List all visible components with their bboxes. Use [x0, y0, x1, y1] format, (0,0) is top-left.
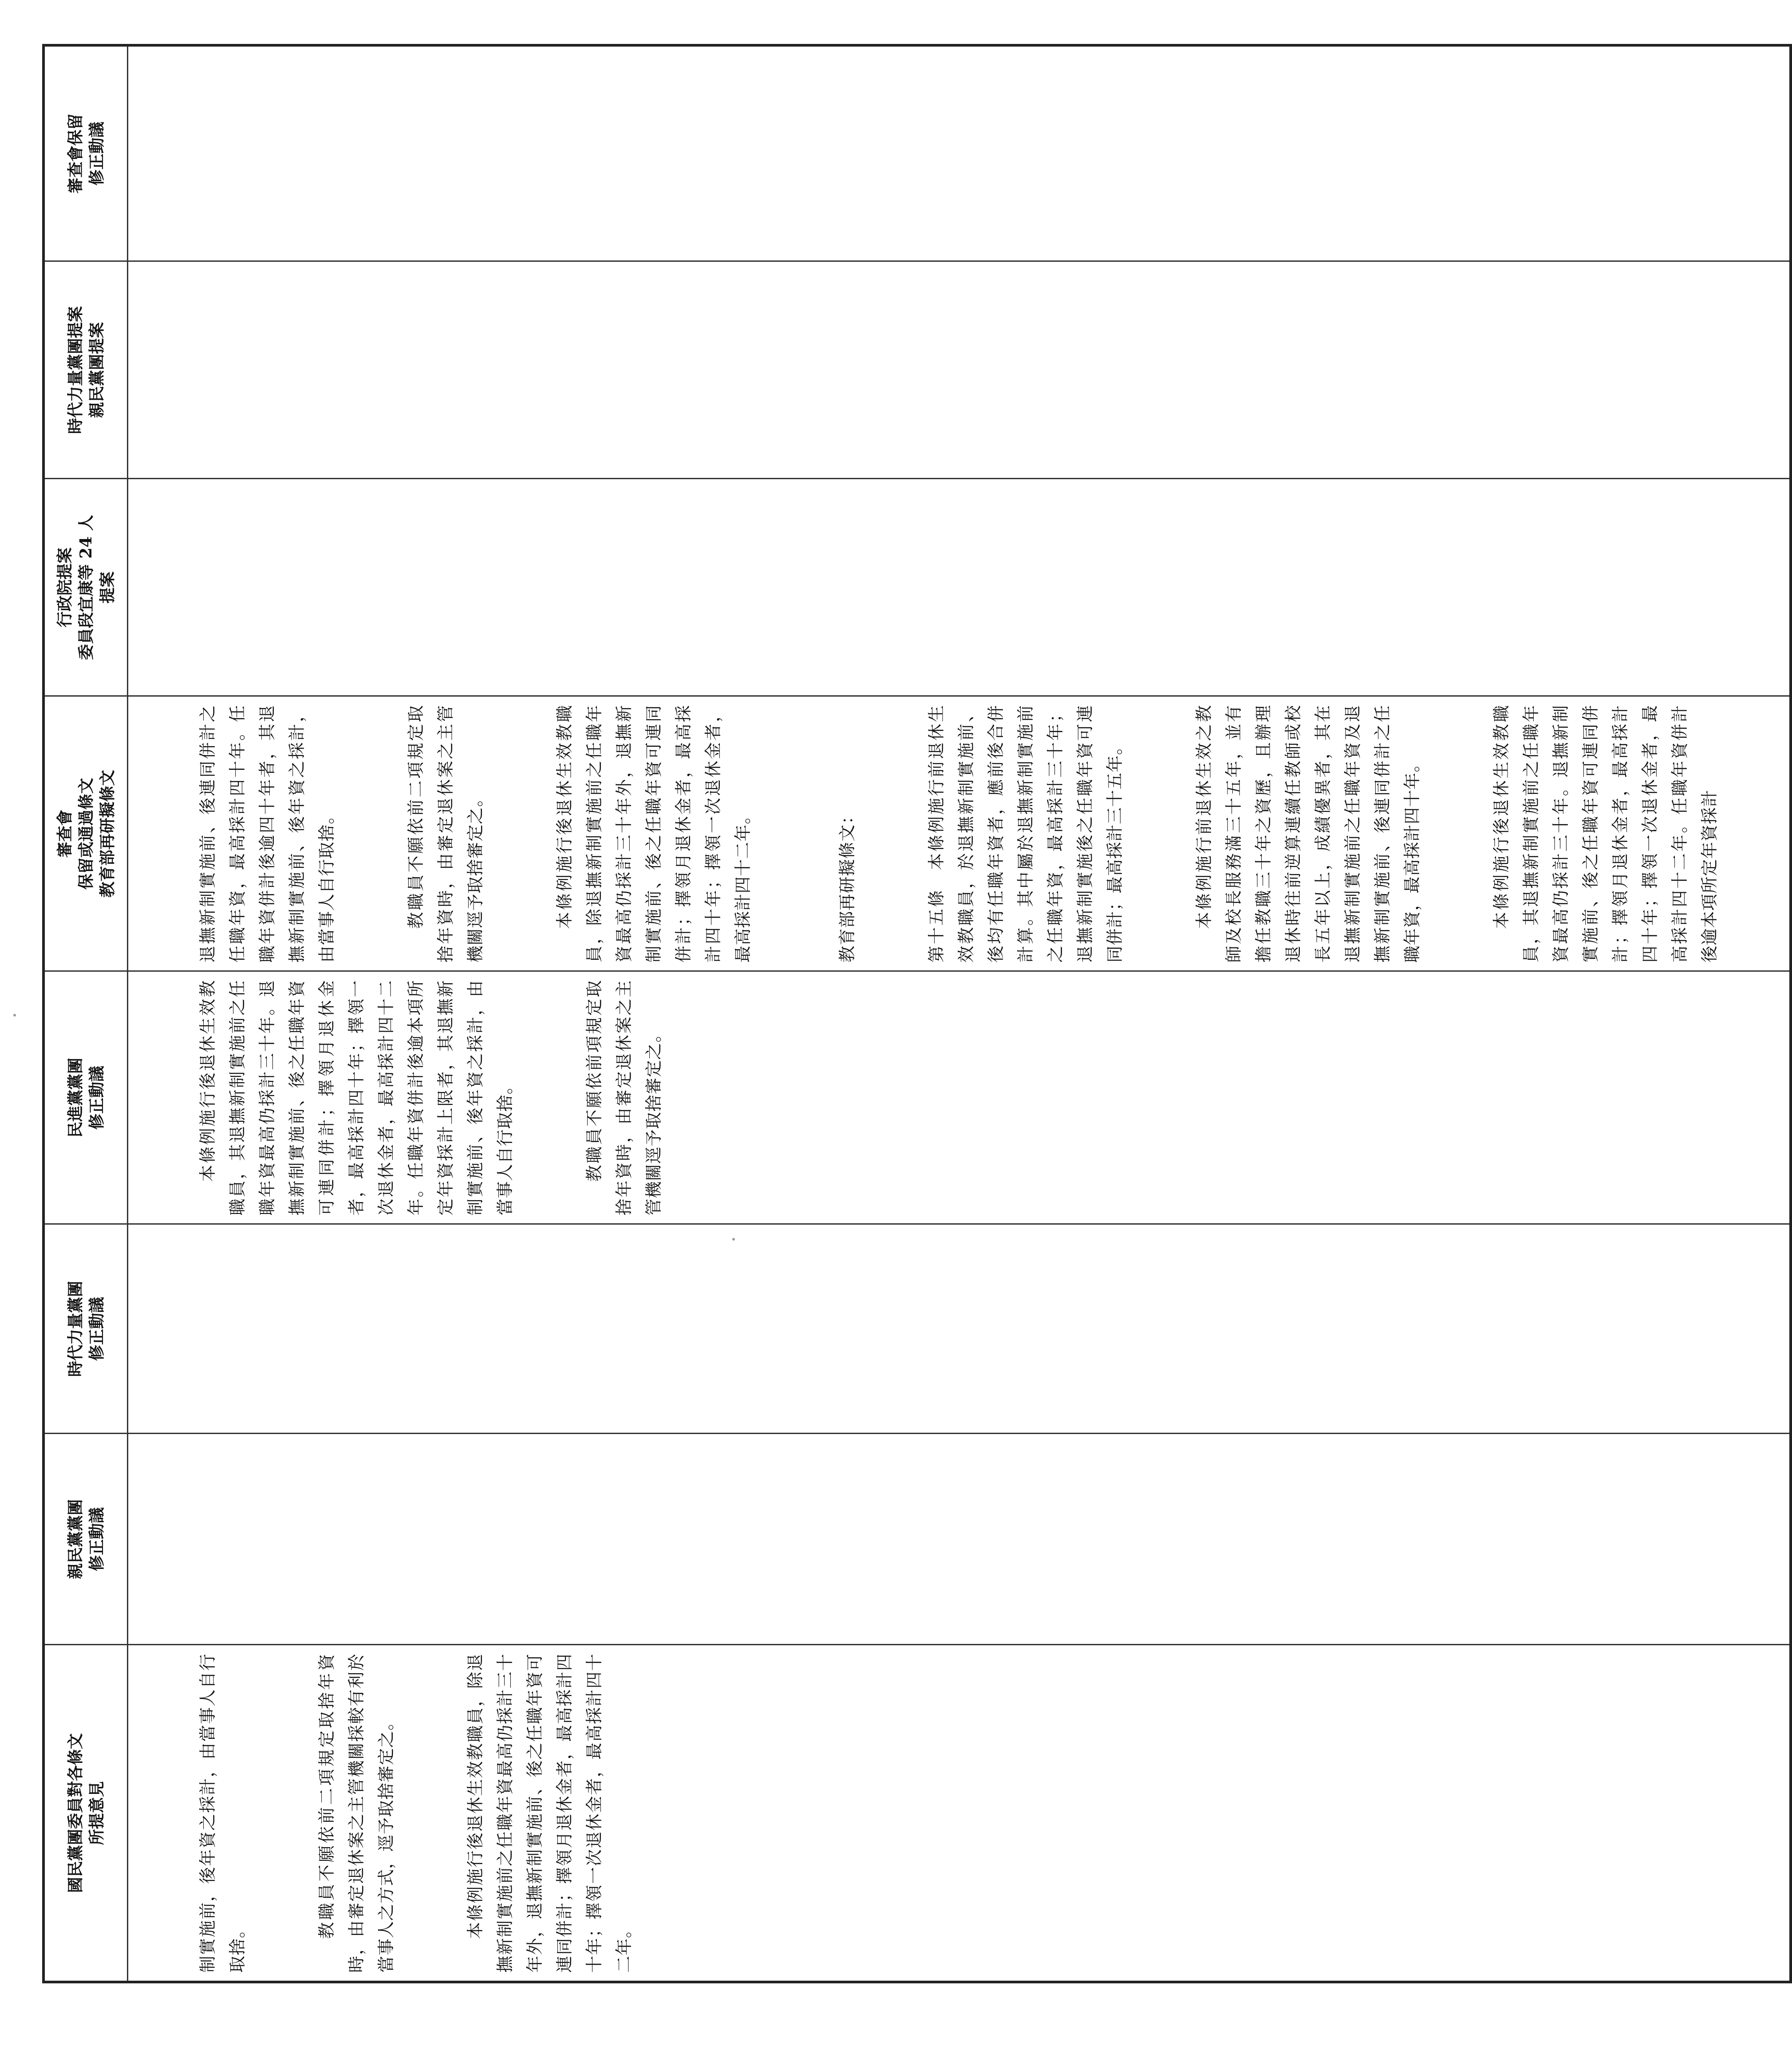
rotated-table-frame: [42, 47, 1719, 1983]
kmt-paragraph: 教職員不願依前二項規定取捨年資時，由審定退休案之主管機關採較有利於當事人之方式，逕予取捨審定之。: [317, 1653, 396, 1973]
review-text-cell: [128, 696, 1791, 971]
review-paragraph: 第十五條 本條例施行前退休生效教職員，於退撫新制實施前、後均有任職年資者，應前後合併計算。其中屬於退撫新制實施前之任職年資，最高採計三十年；退撫新制實施後之任職年資可連同併計；最高採計三十五年。: [927, 705, 1125, 963]
kmt-paragraph: 本條例施行後退休生效教職員，除退撫新制實施前之任職年資最高仍採計三十年外，退撫新制實施前、後之任職年資可連同併計；擇領月退休金者，最高採計四十年；擇領一次退休金者，最高採計四十二年。: [466, 1653, 634, 1973]
review-paragraph: 退撫新制實施前、後連同併計之任職年資，最高採計四十年。任職年資併計後逾四十年者，其退撫新制實施前、後年資之採計，由當事人自行取捨。: [198, 705, 336, 963]
kmt-proposal-cell: [128, 1645, 1791, 1982]
header-review-text: 審查會 保留或通過條文 教育部再研擬條文: [43, 696, 128, 971]
scan-dot: [13, 1014, 16, 1017]
dpp-paragraph: 教職員不願依前項規定取捨年資時，由審定退休案之主管機關逕予取捨審定之。: [584, 980, 663, 1216]
header-reserved-amendment: 審查會保留 修正動議: [43, 45, 128, 261]
dpp-amendment-cell: [128, 971, 1791, 1224]
npp-amendment-cell: [128, 1224, 1791, 1434]
review-paragraph: 本條例施行前退休生效之教師及校長服務滿三十五年，並有擔任教職三十年之資歷，且辦理退休時往前逆算連續任教師或校長五年以上，成績優異者，其在退撫新制實施前之任職年資及退撫新制實施前、後連同併計之任職年資，最高採計四十年。: [1194, 705, 1422, 963]
review-paragraph: 本條例施行後退休生效教職員，除退撫新制實施前之任職年資最高仍採計三十年外，退撫新制實施前、後之任職年資可連同併計；擇領月退休金者，最高採計四十年；擇領一次退休金者，最高採計四十二年。: [555, 705, 753, 963]
header-row: [43, 45, 128, 1982]
header-npp-amendment: 時代力量黨團 修正動議: [43, 1224, 128, 1434]
npp-pfp-proposal-cell: [128, 261, 1791, 479]
pfp-amendment-cell: [128, 1434, 1791, 1645]
header-executive-proposal: 行政院提案 委員段宜康等 24 人 提案: [43, 479, 128, 696]
header-npp-pfp-proposal: 時代力量黨團提案 親民黨團提案: [43, 261, 128, 479]
review-paragraph: 教職員不願依前二項規定取捨年資時，由審定退休案之主管機關逕予取捨審定之。: [406, 705, 485, 963]
review-paragraph: 本條例施行後退休生效教職員，其退撫新制實施前之任職年資最高仍採計三十年。退撫新制實施前、後之任職年資可連同併計；擇領月退休金者，最高採計四十年；擇領一次退休金者，最高採計四十二年。任職年資併計後逾本項所定年資採計: [1492, 705, 1719, 963]
header-dpp-amendment: 民進黨黨團 修正動議: [43, 971, 128, 1224]
review-paragraph: 教育部再研擬條文：: [837, 807, 857, 963]
executive-proposal-cell: [128, 479, 1791, 696]
reserved-amendment-cell: [128, 45, 1791, 261]
amendment-comparison-table: [42, 44, 1792, 1983]
header-kmt-proposal: 國民黨團委員對各條文 所提意見: [43, 1645, 128, 1982]
header-pfp-amendment: 親民黨黨團 修正動議: [43, 1434, 128, 1645]
kmt-paragraph: 制實施前，後年資之採計，由當事人自行取捨。: [198, 1653, 247, 1973]
dpp-paragraph: 本條例施行後退休生效教職員，其退撫新制實施前之任職年資最高仍採計三十年。退撫新制實施前、後之任職年資可連同併計；擇領月退休金者，最高採計四十年；擇領一次退休金者，最高採計四十二年。任職年資併計後逾本項所定年資採計上限者，其退撫新制實施前、後年資之採計，由當事人自行取捨。: [198, 980, 515, 1216]
content-row: [128, 45, 1791, 1982]
